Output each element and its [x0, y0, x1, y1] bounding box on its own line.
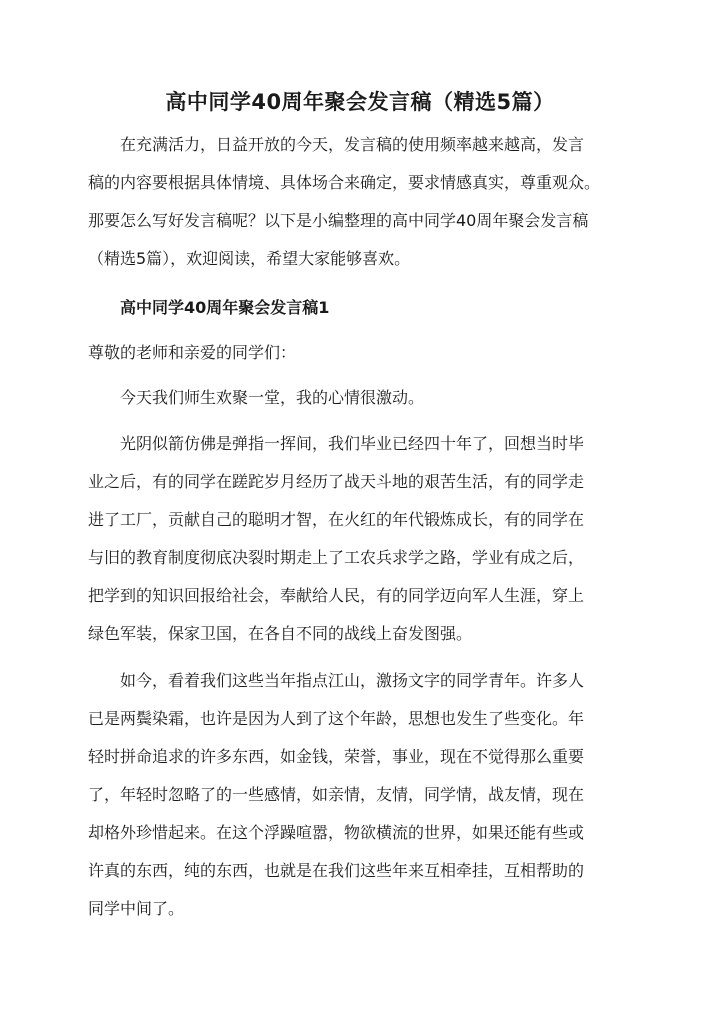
- paragraph-line: 同学中间了。: [88, 899, 185, 918]
- paragraph-line: 许真的东西，纯的东西，也就是在我们这些年来互相牵挂，互相帮助的: [88, 861, 585, 880]
- paragraph-line: 今天我们师生欢聚一堂，我的心情很激动。: [120, 388, 425, 407]
- paragraph-line: 如今，看着我们这些当年指点江山，激扬文字的同学青年。许多人: [120, 671, 585, 690]
- paragraph-line: 绿色军装，保家卫国，在各自不同的战线上奋发图强。: [88, 624, 473, 643]
- paragraph-line: 光阴似箭仿佛是弹指一挥间，我们毕业已经四十年了，回想当时毕: [120, 434, 585, 453]
- intro-line: 那要怎么写好发言稿呢？以下是小编整理的高中同学40周年聚会发言稿: [88, 211, 589, 230]
- intro-line: 在充满活力，日益开放的今天，发言稿的使用频率越来越高，发言: [120, 135, 585, 154]
- paragraph-line: 已是两鬓染霜，也许是因为人到了这个年龄，思想也发生了些变化。年: [88, 709, 585, 728]
- intro-line: 稿的内容要根据具体情境、具体场合来确定，要求情感真实，尊重观众。: [88, 173, 601, 192]
- paragraph-line: 进了工厂，贡献自己的聪明才智，在火红的年代锻炼成长，有的同学在: [88, 510, 585, 529]
- paragraph-line: 把学到的知识回报给社会，奉献给人民，有的同学迈向军人生涯，穿上: [88, 586, 585, 605]
- paragraph-line: 了，年轻时忽略了的一些感情，如亲情，友情，同学情，战友情，现在: [88, 785, 585, 804]
- document-title: 高中同学40周年聚会发言稿（精选5篇）: [165, 90, 555, 114]
- intro-line: （精选5篇），欢迎阅读，希望大家能够喜欢。: [88, 249, 411, 268]
- paragraph-line: 业之后，有的同学在蹉跎岁月经历了战天斗地的艰苦生活，有的同学走: [88, 472, 585, 491]
- paragraph-line: 轻时拼命追求的许多东西，如金钱，荣誉，事业，现在不觉得那么重要: [88, 747, 585, 766]
- paragraph-line: 与旧的教育制度彻底决裂时期走上了工农兵求学之路，学业有成之后，: [88, 548, 585, 567]
- salutation: 尊敬的老师和亲爱的同学们：: [88, 343, 297, 362]
- section-heading: 高中同学40周年聚会发言稿1: [120, 298, 330, 317]
- paragraph-line: 却格外珍惜起来。在这个浮躁喧嚣，物欲横流的世界，如果还能有些或: [88, 823, 585, 842]
